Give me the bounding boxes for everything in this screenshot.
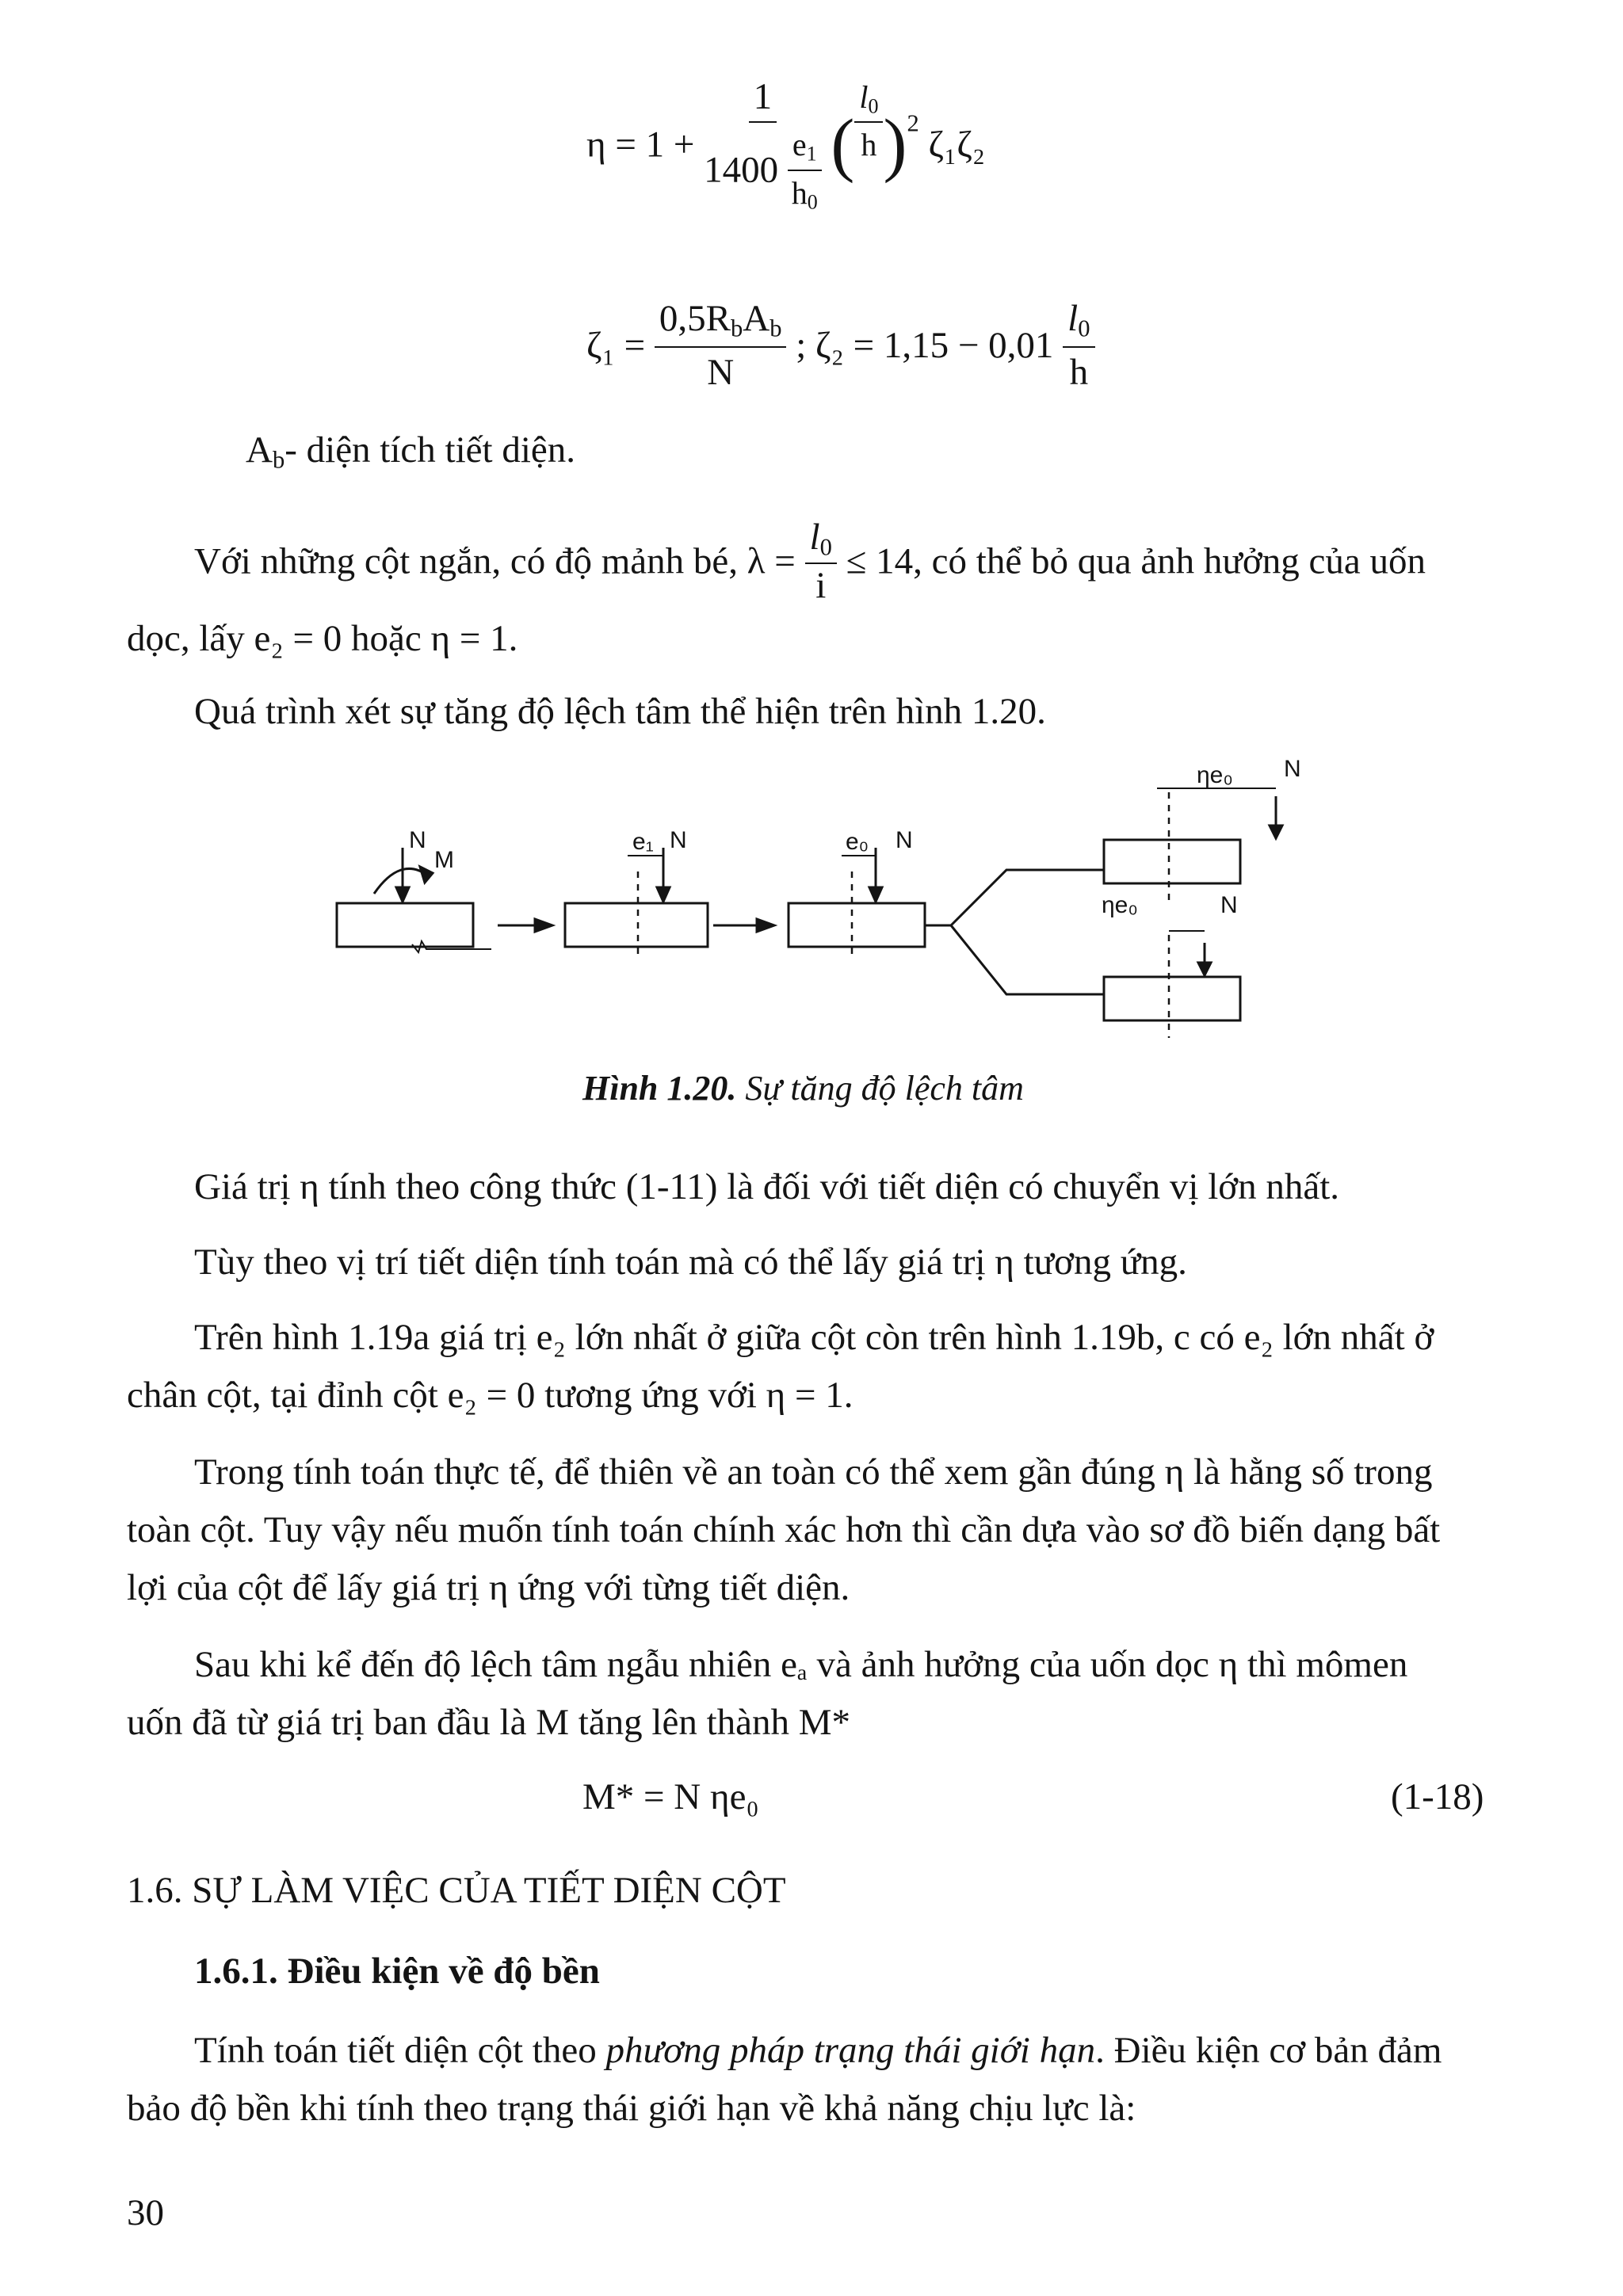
formula-eta-numerator: 1 <box>749 75 777 123</box>
formula-eta-denominator: 1400 $\frac{e_1}{h_0}$ <box>704 123 822 214</box>
para-practice-line3: lợi của cột để lấy giá trị η ứng với từng tiết diện. <box>127 1567 850 1608</box>
para-limit-state-line1: Tính toán tiết diện cột theo phương pháp trạng thái giới hạn. Điều kiện cơ bản đảm <box>194 2030 1442 2071</box>
para-fig119-line1: Trên hình 1.19a giá trị e₂ lớn nhất ở giữa cột còn trên hình 1.19b, c có e₂ lớn nhất ở <box>194 1317 1434 1358</box>
formula-zeta2-text: ; ζ₂ = 1,15 − 0,01 <box>796 324 1054 366</box>
section-box-1 <box>337 903 473 947</box>
section-box-2 <box>565 903 708 947</box>
formula-eta-exponent: 2 <box>907 109 919 137</box>
fig-label-N-3: N <box>896 827 913 853</box>
para-after-line1: Sau khi kể đến độ lệch tâm ngẫu nhiên eₐ và ảnh hưởng của uốn dọc η thì mômen <box>194 1644 1408 1685</box>
fig-label-e1: e₁ <box>632 829 654 855</box>
branch-lines <box>925 870 1104 994</box>
para-fig119-line2: chân cột, tại đỉnh cột e₂ = 0 tương ứng với η = 1. <box>127 1375 854 1416</box>
para-after-line2: uốn đã từ giá trị ban đầu là M tăng lên thành M* <box>127 1702 851 1743</box>
para-practice-line2: toàn cột. Tuy vậy nếu muốn tính toán chính xác hơn thì cần dựa vào sơ đồ biến dạng bất <box>127 1509 1441 1550</box>
fig-label-N-2: N <box>670 827 687 853</box>
formula-zeta1-lhs: ζ₁ = <box>586 324 646 366</box>
figure-caption: Hình 1.20. Sự tăng độ lệch tâm <box>582 1069 1024 1108</box>
equation-1-18: M* = N ηe₀ <box>582 1776 759 1817</box>
formula-zeta1-fraction: $\frac{0,5R_bA_b}{N}$ <box>655 297 787 394</box>
formula-eta-paren-fraction: $\frac{l_0}{h}$ <box>854 78 883 164</box>
fig-label-e0: e₀ <box>846 829 869 855</box>
fig-label-N-5: N <box>1220 892 1238 918</box>
para-short-columns-line1: Với những cột ngắn, có độ mảnh bé, λ = $\frac{l_0}{i}$ ≤ 14, có thể bỏ qua ảnh hưởng của uốn <box>194 517 1426 607</box>
section-box-3 <box>789 903 925 947</box>
lambda-fraction: $\frac{l_0}{i}$ <box>805 519 837 605</box>
fig-label-eta-e0-top: ηe₀ <box>1197 762 1233 788</box>
formula-zeta2-fraction: $\frac{l_0}{h}$ <box>1063 297 1094 394</box>
fig-label-N-4: N <box>1284 756 1301 782</box>
figure-1-20 <box>317 753 1331 1038</box>
fig-label-M: M <box>434 847 454 873</box>
section-heading: 1.6. SỰ LÀM VIỆC CỦA TIẾT DIỆN CỘT <box>127 1870 786 1911</box>
fig-label-eta-e0-bottom: ηe₀ <box>1102 892 1138 918</box>
formula-zeta <box>586 297 1095 394</box>
ab-definition: $A_b-$ diện tích tiết diện. <box>246 429 575 474</box>
para-process: Quá trình xét sự tăng độ lệch tâm thể hiện trên hình 1.20. <box>194 691 1046 732</box>
page-number: 30 <box>127 2192 164 2233</box>
subsection-heading: 1.6.1. Điều kiện về độ bền <box>194 1951 600 1992</box>
para-eta-value: Giá trị η tính theo công thức (1-11) là đối với tiết diện có chuyển vị lớn nhất. <box>194 1166 1340 1207</box>
formula-eta-lhs: η = 1 + <box>586 124 695 166</box>
formula-eta: η = 1 + 1 1400 $\frac{e_1}{h_0}$ ( $\frac{l_0}{h}$ )$^2$ ζ₁ζ₂ <box>586 76 986 213</box>
fig-label-N-1: N <box>409 827 426 853</box>
formula-eta-den-fraction: $\frac{e_1}{h_0}$ <box>788 126 822 214</box>
para-short-columns-line2: dọc, lấy e₂ = 0 hoặc η = 1. <box>127 618 518 659</box>
para-depending: Tùy theo vị trí tiết diện tính toán mà có thể lấy giá trị η tương ứng. <box>194 1241 1187 1283</box>
equation-1-18-number: (1-18) <box>1391 1776 1484 1817</box>
section-box-5 <box>1104 977 1240 1020</box>
formula-eta-tail: ζ₁ζ₂ <box>928 124 986 166</box>
para-practice-line1: Trong tính toán thực tế, để thiên về an toàn có thể xem gần đúng η là hằng số trong <box>194 1451 1433 1493</box>
formula-eta-main-fraction <box>704 75 822 214</box>
section-box-4 <box>1104 840 1240 883</box>
para-limit-state-line2: bảo độ bền khi tính theo trạng thái giới hạn về khả năng chịu lực là: <box>127 2088 1136 2129</box>
